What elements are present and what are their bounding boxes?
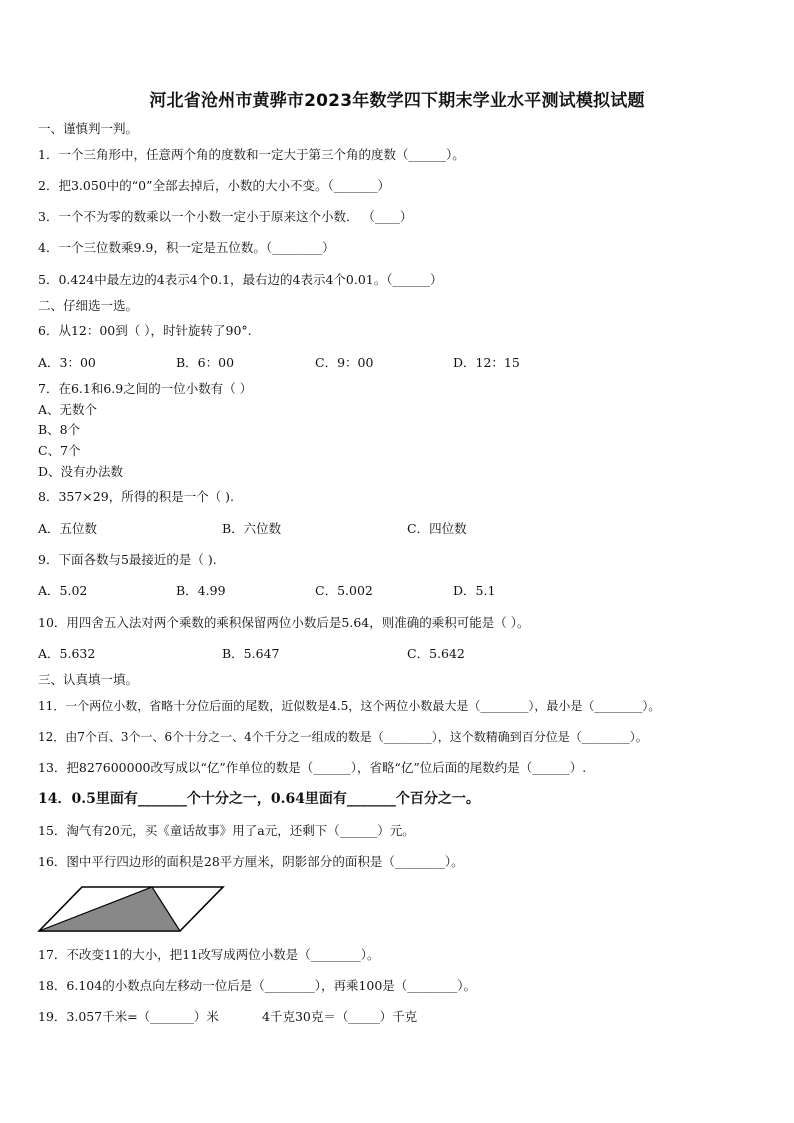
question-12: 12．由7个百、3个一、6个十分之一、4个千分之一组成的数是（________），这个数精确到百分位是（________）。 (38, 730, 648, 744)
q7-option-d: D、没有办法数 (38, 464, 124, 479)
section-3-heading: 三、认真填一填。 (38, 672, 139, 687)
question-2: 2．把3.050中的“0”全部去掉后，小数的大小不变。（_______） (38, 178, 390, 193)
q9-option-c: C．5.002 (315, 583, 373, 598)
question-8: 8．357×29，所得的积是一个（ ). (38, 489, 235, 504)
q8-option-a: A．五位数 (38, 521, 98, 536)
q7-option-b: B、8个 (38, 422, 81, 437)
q9-option-b: B．4.99 (176, 583, 226, 598)
question-14: 14．0.5里面有_______个十分之一，0.64里面有_______个百分之一。 (38, 791, 480, 807)
question-1: 1．一个三角形中，任意两个角的度数和一定大于第三个角的度数（______）。 (38, 147, 465, 162)
q9-option-d: D．5.1 (453, 583, 496, 598)
q9-option-a: A．5.02 (38, 583, 88, 598)
q6-option-d: D．12：15 (453, 355, 520, 370)
q10-option-c: C．5.642 (407, 646, 465, 661)
q7-option-a: A、无数个 (38, 402, 98, 417)
question-13: 13．把827600000改写成以“亿”作单位的数是（______），省略“亿”位后面的尾数约是（______）. (38, 760, 587, 775)
question-7: 7．在6.1和6.9之间的一位小数有（ ） (38, 381, 253, 396)
question-16: 16．图中平行四边形的面积是28平方厘米，阴影部分的面积是（________）。 (38, 854, 464, 869)
question-17: 17．不改变11的大小，把11改写成两位小数是（________）。 (38, 947, 380, 962)
question-19-part-a: 19．3.057千米=（_______）米 (38, 1009, 219, 1024)
question-15: 15．淘气有20元，买《童话故事》用了a元，还剩下（______）元。 (38, 823, 415, 838)
q7-option-c: C、7个 (38, 443, 81, 458)
section-1-heading: 一、谨慎判一判。 (38, 121, 139, 136)
q8-option-b: B．六位数 (222, 521, 282, 536)
question-10: 10．用四舍五入法对两个乘数的乘积保留两位小数后是5.64，则准确的乘积可能是（ ）。 (38, 615, 530, 630)
q6-option-b: B．6：00 (176, 355, 235, 370)
question-19-part-b: 4千克30克＝（_____）千克 (262, 1009, 418, 1024)
question-18: 18．6.104的小数点向左移动一位后是（________），再乘100是（________）。 (38, 978, 477, 993)
page-title: 河北省沧州市黄骅市2023年数学四下期末学业水平测试模拟试题 (149, 91, 645, 111)
question-3: 3．一个不为零的数乘以一个小数一定小于原来这个小数． （____） (38, 209, 413, 224)
q6-option-c: C．9：00 (315, 355, 374, 370)
section-2-heading: 二、仔细选一选。 (38, 298, 139, 313)
question-6: 6．从12：00到（ ），时针旋转了90°. (38, 323, 252, 338)
question-11: 11．一个两位小数，省略十分位后面的尾数，近似数是4.5，这个两位小数最大是（________），最小是（________）。 (38, 699, 661, 713)
question-5: 5．0.424中最左边的4表示4个0.1，最右边的4表示4个0.01。（______） (38, 272, 443, 287)
q10-option-a: A．5.632 (38, 646, 96, 661)
q8-option-c: C．四位数 (407, 521, 467, 536)
parallelogram-figure (36, 884, 226, 934)
q10-option-b: B．5.647 (222, 646, 280, 661)
question-4: 4．一个三位数乘9.9，积一定是五位数。（________） (38, 240, 335, 255)
q6-option-a: A．3：00 (38, 355, 96, 370)
question-9: 9．下面各数与5最接近的是（ ). (38, 552, 217, 567)
